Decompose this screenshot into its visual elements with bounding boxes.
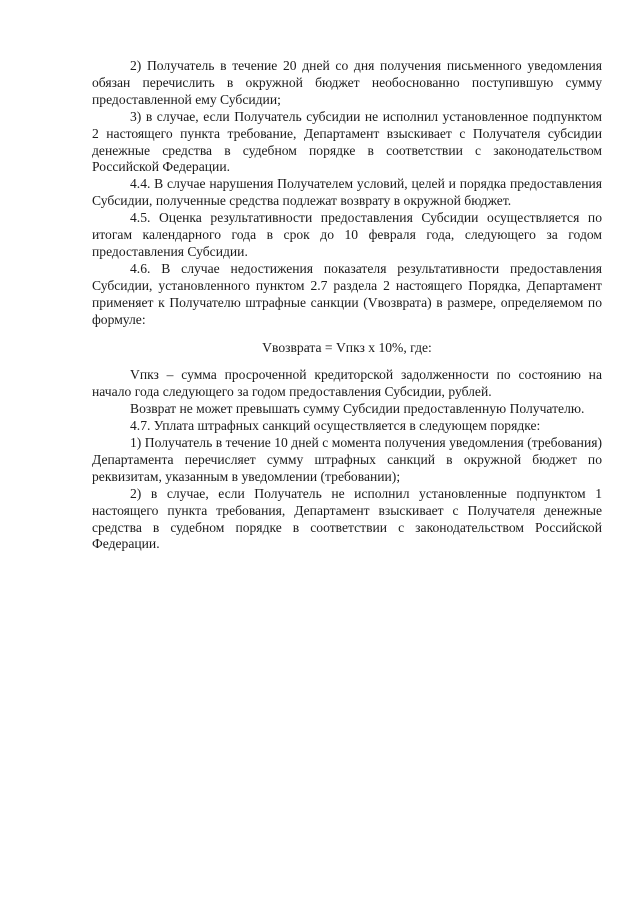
formula: Vвозврата = Vпкз х 10%, где: — [262, 339, 432, 355]
paragraph-4-4: 4.4. В случае нарушения Получателем условий, целей и порядка предоставления Субсидии, полученные средства подлежат возврату в окружной бюджет. — [92, 176, 602, 209]
paragraph-item-3: 3) в случае, если Получатель субсидии не исполнил установленное подпунктом 2 настоящего пункта требование, Департамент взыскивает с Получателя субсидии денежные средства в судебном порядке в соответствии с законодательством Российской Федерации. — [92, 108, 602, 175]
paragraph-item-2: 2) Получатель в течение 20 дней со дня получения письменного уведомления обязан перечислить в окружной бюджет необоснованно поступившую сумму предоставленной ему Субсидии; — [92, 58, 602, 107]
paragraph-4-7-item-2: 2) в случае, если Получатель не исполнил установленные подпунктом 1 настоящего пункта требования, Департамент взыскивает с Получателя денежные средства в судебном порядке в соответствии с законодательством Российской Федерации. — [92, 485, 602, 552]
document-body — [92, 58, 602, 553]
paragraph-4-5: 4.5. Оценка результативности предоставления Субсидии осуществляется по итогам календарного года в срок до 10 февраля года, следующего за годом предоставления Субсидии. — [92, 210, 602, 259]
paragraph-vpkz-definition: Vпкз – сумма просроченной кредиторской задолженности по состоянию на начало года следующего за годом предоставления Субсидии, рублей. — [92, 367, 602, 400]
paragraph-4-6: 4.6. В случае недостижения показателя результативности предоставления Субсидии, установленного пунктом 2.7 раздела 2 настоящего Порядка, Департамент применяет к Получателю штрафные санкции (Vвозврата) в размере, определяемом по формуле: — [92, 260, 602, 327]
paragraph-return-limit: Возврат не может превышать сумму Субсидии предоставленную Получателю. — [130, 401, 585, 417]
paragraph-4-7: 4.7. Уплата штрафных санкций осуществляется в следующем порядке: — [130, 418, 541, 434]
paragraph-4-7-item-1: 1) Получатель в течение 10 дней с момента получения уведомления (требования) Департамента перечисляет сумму штрафных санкций в окружной бюджет по реквизитам, указанным в уведомлении (требовании); — [92, 435, 602, 484]
